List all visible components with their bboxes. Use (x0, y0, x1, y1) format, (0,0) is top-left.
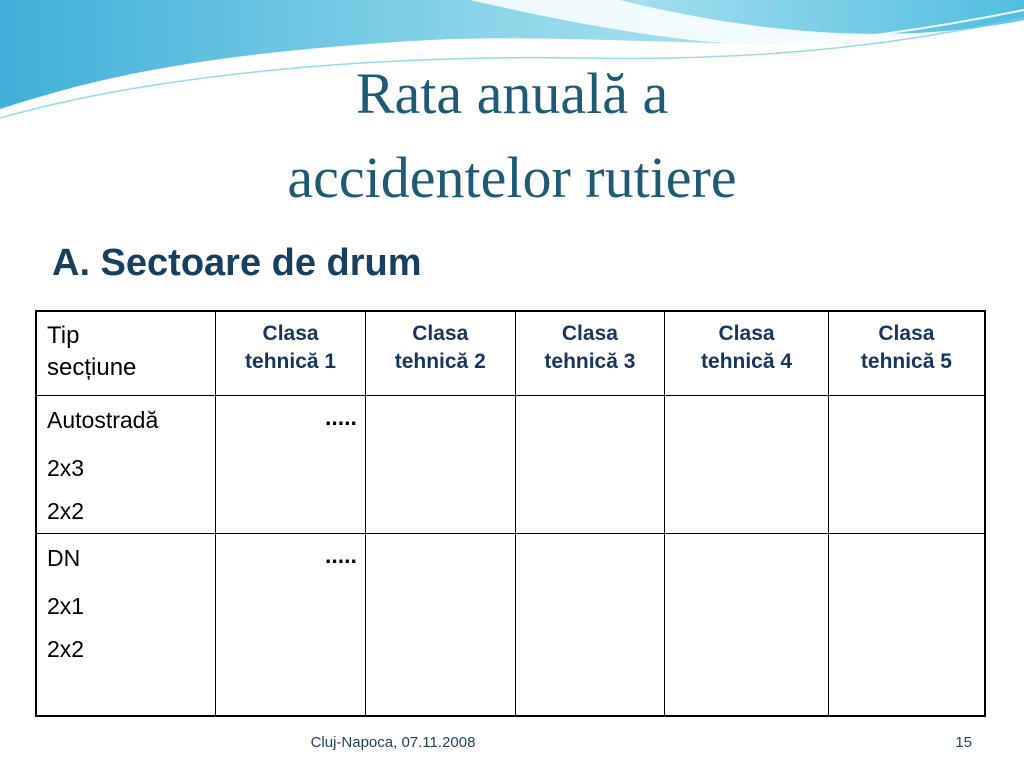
table-row (36, 396, 985, 534)
table-cell-placeholder: ..... (216, 396, 366, 534)
header-class-2 (365, 311, 515, 396)
header-class-2-line-2: tehnică 2 (394, 350, 486, 373)
table-cell (828, 534, 985, 716)
row-label-line: Autostradă (47, 407, 159, 433)
header-class-5-line-1: Clasa (878, 322, 935, 345)
header-class-1-line-2: tehnică 1 (245, 350, 337, 373)
footer-location-date: Cluj-Napoca, 07.11.2008 (310, 734, 476, 751)
slide-subtitle: A. Sectoare de drum (52, 242, 422, 284)
row-label-line: 2x1 (47, 593, 85, 619)
slide-title (0, 52, 1024, 220)
slide-title-line-2: accidentelor rutiere (287, 145, 737, 210)
table-cell (515, 534, 665, 716)
table-row (36, 534, 985, 716)
road-sectors-table (35, 310, 986, 717)
header-class-3-line-2: tehnică 3 (544, 350, 636, 373)
header-class-1 (216, 311, 366, 396)
table-cell (365, 396, 515, 534)
row-label-line: 2x2 (47, 636, 85, 662)
header-class-3 (515, 311, 665, 396)
slide-title-line-1: Rata anuală a (355, 61, 669, 126)
row-label-line: 2x2 (47, 498, 85, 524)
header-section-type-line-2: secțiune (47, 354, 137, 381)
table-header-row (36, 311, 985, 396)
header-class-5-line-2: tehnică 5 (860, 350, 952, 373)
table-cell (828, 396, 985, 534)
table-cell (365, 534, 515, 716)
row-label-national-road (36, 534, 216, 716)
header-section-type (36, 311, 216, 396)
row-label-line: DN (47, 545, 81, 571)
header-class-3-line-1: Clasa (561, 322, 618, 345)
table-cell (515, 396, 665, 534)
row-label-motorway (36, 396, 216, 534)
header-class-2-line-1: Clasa (412, 322, 469, 345)
header-class-4-line-2: tehnică 4 (701, 350, 793, 373)
table-cell-placeholder: ..... (216, 534, 366, 716)
footer-page-number: 15 (955, 734, 972, 751)
header-class-1-line-1: Clasa (262, 322, 319, 345)
table-cell (665, 396, 829, 534)
header-class-4 (665, 311, 829, 396)
header-class-5 (828, 311, 985, 396)
header-class-4-line-1: Clasa (718, 322, 775, 345)
row-label-line: 2x3 (47, 455, 85, 481)
header-section-type-line-1: Tip (47, 322, 80, 349)
table-cell (665, 534, 829, 716)
